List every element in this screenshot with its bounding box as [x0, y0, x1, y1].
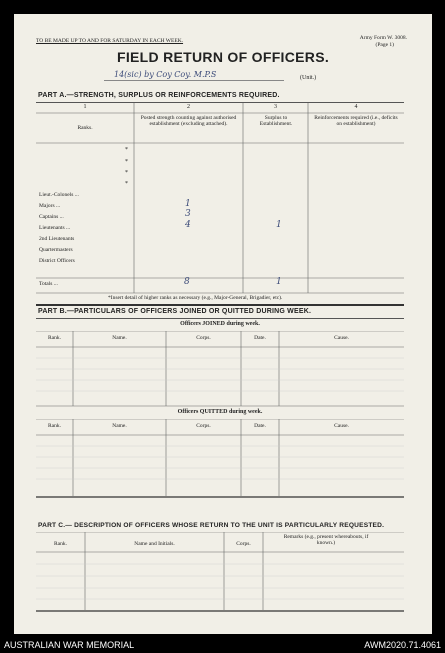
joined-col-rank: Rank. — [48, 335, 61, 341]
part-c-heading: PART C.— DESCRIPTION OF OFFICERS WHOSE RETURN TO THE UNIT IS PARTICULARLY REQUESTED. — [38, 522, 385, 529]
rank-lieut-colonels: Lieut.-Colonels ... — [39, 192, 79, 198]
joined-title: Officers JOINED during week. — [180, 321, 260, 327]
quitted-col-rank: Rank. — [48, 423, 61, 429]
col-number-2: 2 — [187, 104, 190, 110]
form-paper — [14, 14, 432, 634]
form-number: Army Form W. 3008. — [359, 35, 407, 41]
joined-col-name: Name. — [112, 335, 127, 341]
totals-label: Totals ... — [39, 281, 58, 287]
footer-institution: AUSTRALIAN WAR MEMORIAL — [4, 640, 135, 650]
posted-captains: 3 — [185, 209, 191, 219]
part-a-heading: PART A.—STRENGTH, SURPLUS OR REINFORCEMENTS REQUIRED. — [38, 92, 280, 99]
part-a-bottom-rule — [36, 304, 404, 306]
part-b-heading: PART B.—PARTICULARS OF OFFICERS JOINED OR QUITTED DURING WEEK. — [38, 308, 312, 315]
star-row-4: * — [125, 181, 128, 187]
col-header-surplus: Surplus to Establishment. — [259, 115, 293, 128]
part-a-footnote: *Insert detail of higher ranks as necessary (e.g., Major-General, Brigadier, etc). — [108, 295, 283, 301]
star-row-1: * — [125, 147, 128, 153]
part-b-rule — [36, 318, 404, 319]
rank-captains: Captains ... — [39, 214, 64, 220]
header-instruction: TO BE MADE UP TO AND FOR SATURDAY IN EACH WEEK. — [36, 38, 184, 44]
part-a-grid — [36, 103, 404, 303]
posted-lieutenants: 4 — [185, 220, 191, 230]
footer-accession-number: AWM2020.71.4061 — [364, 640, 441, 650]
joined-col-date: Date. — [254, 335, 266, 341]
col-header-posted: Posted strength counting against authorised establishment (excluding attached). — [140, 115, 237, 128]
unit-label: (Unit.) — [300, 75, 317, 81]
rank-district-officers: District Officers — [39, 258, 75, 264]
joined-col-corps: Corps. — [196, 335, 211, 341]
quitted-title: Officers QUITTED during week. — [177, 409, 263, 415]
quitted-col-cause: Cause. — [334, 423, 349, 429]
quitted-col-date: Date. — [254, 423, 266, 429]
rank-lieutenants: Lieutenants ... — [39, 225, 71, 231]
quitted-col-corps: Corps. — [196, 423, 211, 429]
col-header-ranks: Ranks. — [77, 125, 93, 131]
part-c-col-corps: Corps. — [236, 541, 251, 547]
part-c-col-name: Name and Initials. — [134, 541, 175, 547]
total-surplus: 1 — [276, 277, 282, 287]
joined-col-cause: Cause. — [334, 335, 349, 341]
star-row-3: * — [125, 170, 128, 176]
unit-name: 14(sic) by Coy Coy. M.P.S — [114, 70, 217, 79]
surplus-lieutenants: 1 — [276, 220, 282, 230]
unit-underline — [104, 80, 284, 81]
total-posted: 8 — [184, 277, 190, 287]
rank-majors: Majors ... — [39, 203, 61, 209]
rank-quartermasters: Quartermasters — [39, 247, 73, 253]
rank-2nd-lieutenants: 2nd Lieutenants — [39, 236, 75, 242]
col-number-4: 4 — [354, 104, 358, 110]
col-header-reinforcements: Reinforcements required (i.e., deficits on establishment) — [314, 115, 398, 128]
col-number-3: 3 — [274, 104, 277, 110]
quitted-table-grid — [36, 419, 404, 499]
footer-bar — [0, 637, 445, 653]
form-title: FIELD RETURN OF OFFICERS. — [116, 49, 330, 65]
page-number: (Page 1) — [375, 42, 394, 48]
col-number-1: 1 — [83, 104, 87, 110]
part-c-col-remarks: Remarks (e.g., present whereabouts, if known.) — [283, 534, 369, 547]
star-row-2: * — [125, 159, 128, 165]
posted-majors: 1 — [185, 199, 191, 209]
part-c-col-rank: Rank. — [54, 541, 67, 547]
joined-table-grid — [36, 331, 404, 409]
quitted-col-name: Name. — [112, 423, 127, 429]
